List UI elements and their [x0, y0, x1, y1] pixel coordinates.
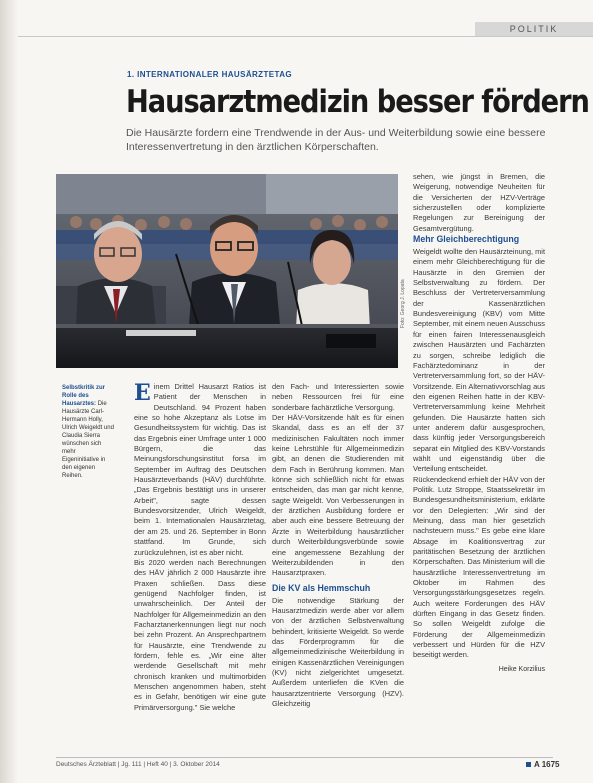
page-marker-icon — [526, 762, 531, 767]
column-2 — [272, 382, 404, 709]
subheading: Mehr Gleichberechtigung — [413, 234, 520, 245]
column-1 — [134, 382, 266, 713]
paragraph: Bis 2020 werden nach Berechnungen des HÄV jährlich 2 000 Hausärzte ihre Praxen schließen. Dass diese genügend Nachfolger finden, ist unwahrscheinlich. Der Anteil der Nachfolger für Allgemeinmedizin an den Facharztanerkennungen liegt nur noch bei zehn Prozent. An Ansprechpartnern für Hausärzte, eine Trendwende zu fördern, fehle es. „Wir eine älter werdende Gesellschaft mit mehr chronisch kranken und multimorbiden Menschen angenommen haben, steht es in Gefahr, benötigen wir eine gute Primärversorgung." Sie welche — [134, 557, 266, 712]
article-title: Hausarztmedizin besser fördern — [126, 84, 589, 120]
paragraph: den Fach- und Interessierten sowie neben Ressourcen frei für eine sonderbare fachärztliche Versorgung. — [272, 382, 404, 412]
caption-lead: Selbstkritik zur Rolle des Hausarztes: — [62, 385, 106, 407]
caption-text: Die Hausärzte Carl-Hermann Holly, Ulrich Weigeldt und Claudia Sierra wünschen sich mehr Eigeninitiative in den eigenen Reihen. — [62, 401, 114, 479]
paragraph: Rückendeckend erhielt der HÄV von der Politik. Lutz Stroppe, Staatssekretär im Bundesgesundheitsministerium, erklärte vor den Delegierten: „Wir sind der Meinung, dass man hier gesetzlich nachsteuern muss." Es gebe eine klare Absage im Koalitionsvertrag zur paritätischen Besetzung der ärztlichen Körperschaften. Das Ministerium will die hausärztliche Interessenvertretung im Oktober im Rahmen des Versorgungsstärkungsgesetzes regeln. Auch weitere Forderungen des HÄV dürften Eingang in das Gesetz finden. So sollen Weigeldt zufolge die Förderung der Allgemeinmedizin verbessert und Hürden für die HZV beseitigt werden. — [413, 474, 545, 660]
paragraph: Die notwendige Stärkung der Hausarztmedizin werde aber vor allem von der ärztlichen Selbstverwaltung behindert, kritisierte Weigeldt. So werde das Förderprogramm für die allgemeinmedizinische Weiterbildung in einigen Kassenärztlichen Vereinigungen (KV) nicht zielgerichtet umgesetzt. Außerdem unterliefen die KVen die hausarztzentrierte Versorgung (HZV). Gleichzeitig — [272, 595, 404, 708]
paragraph: Weigeldt wollte den Hausärzteinung, mit einem mehr Gleichberechtigung für die Hausärzte in den Gremien der Selbstverwaltung zu fördern. Der Beschluss der Vertreterversammlung der Kassenärztlichen Bundesvereinigung (KBV) vom Mitte September, mit einem neuen Ausschuss für einen fairen Interessenausgleich zwischen Hausärzten und Fachärzten zu sorgen, schreibe lediglich die Fachärztedominanz in der Vertreterversammlung fort, so der HÄV-Vorsitzende. Ein Alternativvorschlag aus den eigenen Reihen hatte in der KBV-Vertreterversammlung keine Mehrheit gefunden. Die Hausärzte hatten sich unter anderem dafür ausgesprochen, dass künftig jeder Versorgungsbereich separat ein Mitglied des KBV-Vorstands wählt und eigenständig über die Verteilung entscheidet. — [413, 247, 545, 474]
column-3 — [413, 172, 545, 675]
page-number-text: A 1675 — [534, 760, 560, 769]
article-kicker: 1. INTERNATIONALER HAUSÄRZTETAG — [127, 70, 292, 79]
paragraph: Der HÄV-Vorsitzende hält es für einen Skandal, dass es an elf der 37 medizinischen Fakultäten noch immer keine Lehrstühle für Allgemeinmedizin gibt, an denen die Studierenden mit dem Fach in Berührung kommen. Man könne sich schließlich nicht für etwas entscheiden, das man gar nicht kenne, sagte Weigeldt. Von Verbesserungen in der ärztlichen Ausbildung fordere er aber auch eine bessere Betreuung der Ärzte in Weiterbildung hausärztlicher durch Weiterbildungsverbünde sowie eine angemessene Bezahlung der Weiterzubildenden in den Hausarztpraxen. — [272, 413, 404, 578]
author-name: Heike Korzilius — [498, 665, 545, 673]
page-number — [526, 760, 560, 769]
drop-cap: E — [134, 380, 151, 406]
photo-illustration — [56, 174, 398, 368]
top-rule — [18, 36, 593, 37]
photo-credit: Foto: Georg J. Lopata — [400, 279, 406, 328]
photo-caption — [62, 384, 114, 480]
article-photo — [56, 174, 398, 368]
paragraph: sehen, wie jüngst in Bremen, die Weigerung, notwendige Neuheiten für die Versicherten der HZV-Verträge sicherzustellen oder komplizierte Regelungen zur Bereinigung der Gesamtvergütung. — [413, 172, 545, 233]
section-tab: POLITIK — [475, 22, 593, 36]
page-gutter — [0, 0, 18, 783]
subheading: Die KV als Hemmschuh — [272, 582, 371, 593]
paragraph: inem Drittel Hausarzt Ratios ist Patient der Menschen in Deutschland. 94 Prozent haben eine so hohe Akzeptanz als Lotse im Gesundheitssystem für wichtig. Das ist das Ergebnis einer Umfrage unter 1 000 Bürgern, die das Meinungsforschungsinstitut forsa im September im Auftrag des Deutschen Hausärzteverbands (HÄV) durchführte. „Das Ergebnis bestätigt uns in unserer Arbeit", sagte dessen Bundesvorsitzender, Ulrich Weigeldt, beim 1. Internationalen Hausärztetag, der am 25. und 26. September in Bonn stattfand. Im Grunde, sich zurückzulehnen, ist es aber nicht. — [134, 382, 266, 557]
journal-citation: Deutsches Ärzteblatt | Jg. 111 | Heft 40 | 3. Oktober 2014 — [56, 761, 220, 768]
footer-rule — [56, 757, 553, 758]
article-lead: Die Hausärzte fordern eine Trendwende in der Aus- und Weiterbildung sowie eine bessere Interessenvertretung in den ärztlichen Körperschaften. — [126, 127, 546, 153]
